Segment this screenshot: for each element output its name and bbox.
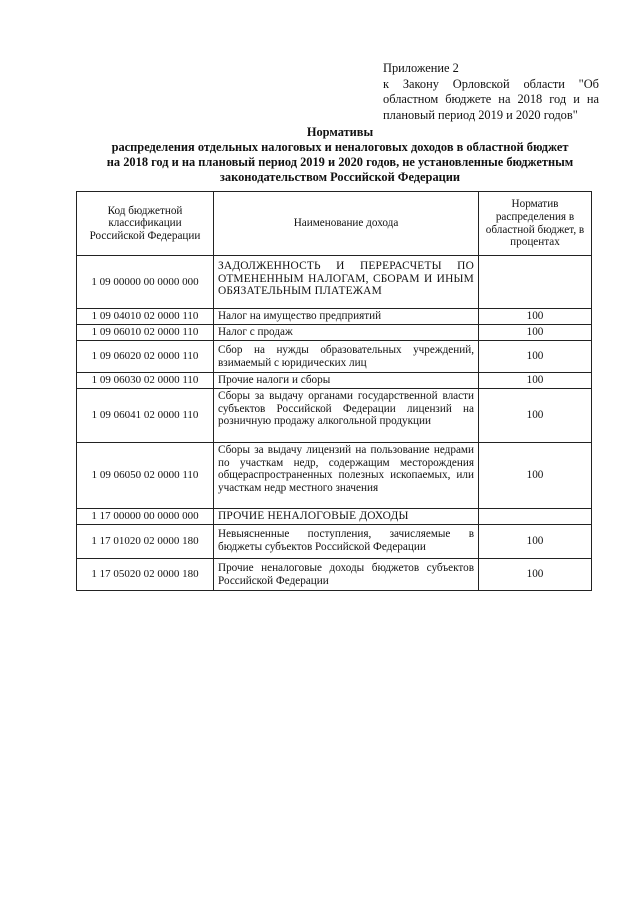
appendix-line: плановый период 2019 и 2020 годов" [383,107,578,122]
row-value: 100 [479,559,592,591]
appendix-line: Приложение 2 [383,61,459,75]
row-name: Сборы за выдачу лицензий на пользование недрами по участкам недр, содержащим месторождения общераспространенных полезных ископаемых, или участкам недр местного значения [214,443,479,509]
title-line: распределения отдельных налоговых и неналоговых доходов в областной бюджет [111,140,569,154]
table-header-row [77,192,592,256]
header-code: Код бюджетной классификации Российской Федерации [77,192,214,256]
row-name: Налог с продаж [214,325,479,341]
row-code: 1 09 00000 00 0000 000 [77,256,214,309]
table-row [77,389,592,443]
row-code: 1 17 01020 02 0000 180 [77,525,214,559]
table-row [77,525,592,559]
row-value: 100 [479,341,592,373]
row-value: 100 [479,325,592,341]
table-row [77,373,592,389]
row-value [479,256,592,309]
row-code: 1 09 06010 02 0000 110 [77,325,214,341]
appendix-block [383,61,599,123]
header-name: Наименование дохода [214,192,479,256]
row-name: ЗАДОЛЖЕННОСТЬ И ПЕРЕРАСЧЕТЫ ПО ОТМЕНЕННЫМ НАЛОГАМ, СБОРАМ И ИНЫМ ОБЯЗАТЕЛЬНЫМ ПЛАТЕЖАМ [214,256,479,309]
row-name: Налог на имущество предприятий [214,309,479,325]
row-name: Сборы за выдачу органами государственной власти субъектов Российской Федерации лицензий на розничную продажу алкогольной продукции [214,389,479,443]
appendix-line: областном бюджете на 2018 год и на [383,92,599,106]
table-row [77,325,592,341]
table-row [77,256,592,309]
header-norm: Норматив распределения в областной бюджет, в процентах [479,192,592,256]
table-row [77,309,592,325]
row-code: 1 09 04010 02 0000 110 [77,309,214,325]
row-name: Сбор на нужды образовательных учреждений, взимаемый с юридических лиц [214,341,479,373]
row-code: 1 09 06041 02 0000 110 [77,389,214,443]
normatives-table [76,191,592,591]
title-line: законодательством Российской Федерации [219,170,461,184]
table-row [77,559,592,591]
row-name: ПРОЧИЕ НЕНАЛОГОВЫЕ ДОХОДЫ [214,509,479,525]
row-code: 1 09 06050 02 0000 110 [77,443,214,509]
appendix-line: к Закону Орловской области "Об [383,76,599,91]
table-row [77,509,592,525]
table-row [77,443,592,509]
row-value: 100 [479,309,592,325]
row-value: 100 [479,389,592,443]
row-code: 1 09 06020 02 0000 110 [77,341,214,373]
row-value: 100 [479,373,592,389]
table-row [77,341,592,373]
row-value [479,509,592,525]
row-value: 100 [479,443,592,509]
document-title [60,125,620,185]
row-name: Прочие неналоговые доходы бюджетов субъектов Российской Федерации [214,559,479,591]
row-code: 1 09 06030 02 0000 110 [77,373,214,389]
row-name: Невыясненные поступления, зачисляемые в бюджеты субъектов Российской Федерации [214,525,479,559]
row-name: Прочие налоги и сборы [214,373,479,389]
row-value: 100 [479,525,592,559]
row-code: 1 17 05020 02 0000 180 [77,559,214,591]
title-line: Нормативы [306,125,374,139]
title-line: на 2018 год и на плановый период 2019 и 2020 годов, не установленные бюджетным [106,155,574,169]
row-code: 1 17 00000 00 0000 000 [77,509,214,525]
